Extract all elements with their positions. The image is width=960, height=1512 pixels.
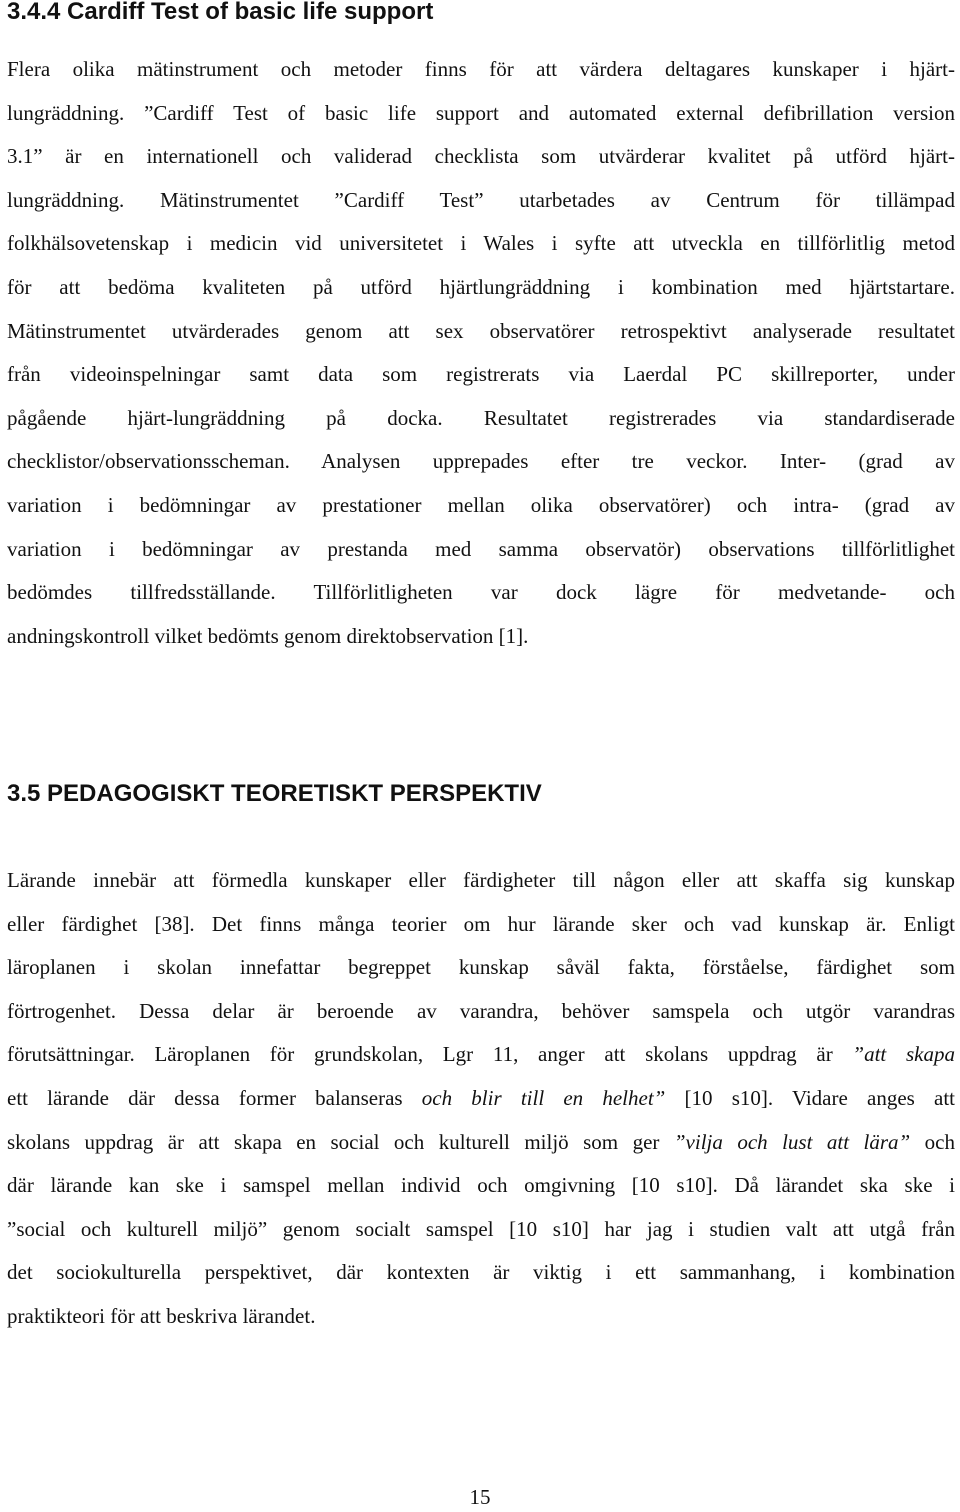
text-line: ”social och kulturell miljö” genom socialt samspel [10 s10] har jag i studien valt att utgå från [7,1216,955,1241]
text-segment: [10 s10]. Vidare anges att [665,1085,955,1110]
text-segment: ett lärande där dessa former balanseras [7,1085,422,1110]
text-line: Lärande innebär att förmedla kunskaper eller färdigheter till någon eller att skaffa sig kunskap [7,868,955,892]
text-line [7,1121,955,1165]
text-line: bedömdes tillfredsställande. Tillförlitligheten var dock lägre för medvetande- och [7,580,955,605]
text-line: förtrogenhet. Dessa delar är beroende av varandra, behöver samspela och utgör varandras [7,998,955,1023]
text-segment: och [910,1129,955,1154]
text-line [7,1033,955,1077]
section-heading-pedagogiskt-perspektiv: 3.5 PEDAGOGISKT TEORETISKT PERSPEKTIV [7,780,542,807]
text-line: lungräddning. Mätinstrumentet ”Cardiff Test” utarbetades av Centrum för tillämpad [7,187,955,212]
paragraph-cardiff-test [7,48,955,658]
text-line: för att bedöma kvaliteten på utförd hjärtlungräddning i kombination med hjärtstartare. [7,274,955,299]
paragraph-pedagogiskt-perspektiv [7,859,955,1339]
text-line: där lärande kan ske i samspel mellan individ och omgivning [10 s10]. Då lärandet ska ske i [7,1173,955,1198]
text-line: 3.1” är en internationell och validerad checklista som utvärderar kvalitet på utförd hjärt- [7,144,955,169]
text-line: andningskontroll vilket bedömts genom direktobservation [1]. [7,623,529,648]
text-line: läroplanen i skolan innefattar begreppet kunskap såväl fakta, förståelse, färdighet som [7,955,955,980]
text-line: Flera olika mätinstrument och metoder finns för att värdera deltagares kunskaper i hjärt- [7,57,955,81]
text-segment: skolans uppdrag är att skapa en social och kulturell miljö som ger [7,1129,674,1154]
text-line: variation i bedömningar av prestanda med samma observatör) observations tillförlitlighet [7,536,955,561]
text-line: pågående hjärt-lungräddning på docka. Resultatet registrerades via standardiserade [7,405,955,430]
text-line: det sociokulturella perspektivet, där kontexten är viktig i ett sammanhang, i kombination [7,1260,955,1285]
page-number: 15 [469,1485,491,1509]
text-line: lungräddning. ”Cardiff Test of basic life support and automated external defibrillation version [7,100,955,125]
text-line: praktikteori för att beskriva lärandet. [7,1303,316,1328]
section-heading-cardiff-test: 3.4.4 Cardiff Test of basic life support [7,0,434,25]
text-segment: förutsättningar. Läroplanen för grundskolan, Lgr 11, anger att skolans uppdrag är [7,1042,853,1067]
quoted-italic-text: och blir till en helhet” [421,1085,666,1110]
text-line: eller färdighet [38]. Det finns många teorier om hur lärande sker och vad kunskap är. Enligt [7,911,955,936]
text-line: checklistor/observationsscheman. Analysen upprepades efter tre veckor. Inter- (grad av [7,449,955,474]
text-line: från videoinspelningar samt data som registrerats via Laerdal PC skillreporter, under [7,362,955,387]
text-line: folkhälsovetenskap i medicin vid universitetet i Wales i syfte att utveckla en tillförlitlig metod [7,231,955,256]
text-line: Mätinstrumentet utvärderades genom att sex observatörer retrospektivt analyserade resultatet [7,318,955,343]
text-line: variation i bedömningar av prestationer mellan olika observatörer) och intra- (grad av [7,492,955,517]
text-line [7,1077,955,1121]
quoted-italic-text: ”vilja och lust att lära” [673,1129,911,1154]
quoted-italic-text: ”att skapa [852,1042,955,1067]
